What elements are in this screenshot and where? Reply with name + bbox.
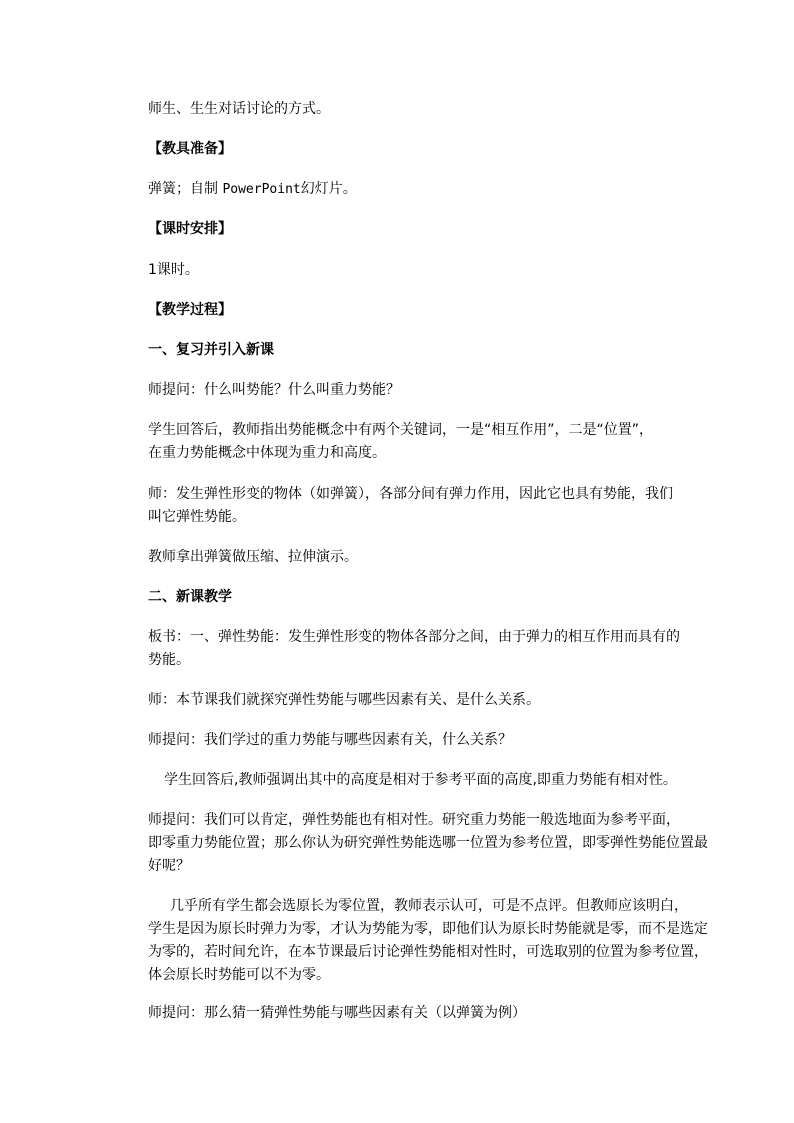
heading-process: 【教学过程】 xyxy=(148,302,232,318)
paragraph-demo: 教师拿出弹簧做压缩、拉伸演示。 xyxy=(148,549,358,565)
paragraph-answer-1-line-1: 学生回答后，教师指出势能概念中有两个关键词，一是“相互作用”，二是“位置”， xyxy=(148,422,654,438)
paragraph-question-3-line-1: 师提问：我们可以肯定，弹性势能也有相对性。研究重力势能一般选地面为参考平面， xyxy=(148,812,680,828)
paragraph-teacher-1-line-2: 叫它弹性势能。 xyxy=(148,509,246,525)
paragraph-answer-3-line-2: 学生是因为原长时弹力为零，才认为势能为零，即他们认为原长时势能就是零，而不是选定 xyxy=(148,921,708,937)
paragraph-answer-2: 学生回答后,教师强调出其中的高度是相对于参考平面的高度,即重力势能有相对性。 xyxy=(164,772,677,788)
tools-prefix: 弹簧；自制 xyxy=(148,181,223,197)
paragraph-hours: 1课时。 xyxy=(148,262,199,278)
paragraph-question-3-line-3: 好呢？ xyxy=(148,858,190,874)
paragraph-question-3-line-2: 即零重力势能位置；那么你认为研究弹性势能选哪一位置为参考位置，即零弹性势能位置最 xyxy=(148,835,708,851)
paragraph-tools xyxy=(148,178,357,201)
heading-hours: 【课时安排】 xyxy=(148,221,232,237)
heading-new-lesson: 二、新课教学 xyxy=(148,589,232,605)
tools-ppt: PowerPoint xyxy=(222,182,301,197)
paragraph-method: 师生、生生对话讨论的方式。 xyxy=(148,101,330,117)
paragraph-answer-3-line-1: 几乎所有学生都会选原长为零位置，教师表示认可，可是不点评。但教师应该明白， xyxy=(170,898,688,914)
paragraph-question-1: 师提问：什么叫势能？什么叫重力势能？ xyxy=(148,382,400,398)
paragraph-answer-3-line-4: 体会原长时势能可以不为零。 xyxy=(148,967,330,983)
heading-review: 一、复习并引入新课 xyxy=(148,342,274,358)
paragraph-answer-3-line-3: 为零的，若时间允许，在本节课最后讨论弹性势能相对性时，可选取别的位置为参考位置， xyxy=(148,944,708,960)
paragraph-teacher-2: 师：本节课我们就探究弹性势能与哪些因素有关、是什么关系。 xyxy=(148,692,540,708)
paragraph-board-line-1: 板书：一、弹性势能：发生弹性形变的物体各部分之间，由于弹力的相互作用而具有的 xyxy=(148,629,680,645)
paragraph-question-2: 师提问：我们学过的重力势能与哪些因素有关，什么关系？ xyxy=(148,732,512,748)
paragraph-board-line-2: 势能。 xyxy=(148,652,190,668)
paragraph-teacher-1-line-1: 师：发生弹性形变的物体（如弹簧），各部分间有弹力作用，因此它也具有势能，我们 xyxy=(148,486,673,502)
paragraph-question-4: 师提问：那么猜一猜弹性势能与哪些因素有关（以弹簧为例） xyxy=(148,1005,526,1021)
heading-tools: 【教具准备】 xyxy=(148,141,232,157)
tools-suffix: 幻灯片。 xyxy=(300,181,357,197)
paragraph-answer-1-line-2: 在重力势能概念中体现为重力和高度。 xyxy=(148,445,386,461)
